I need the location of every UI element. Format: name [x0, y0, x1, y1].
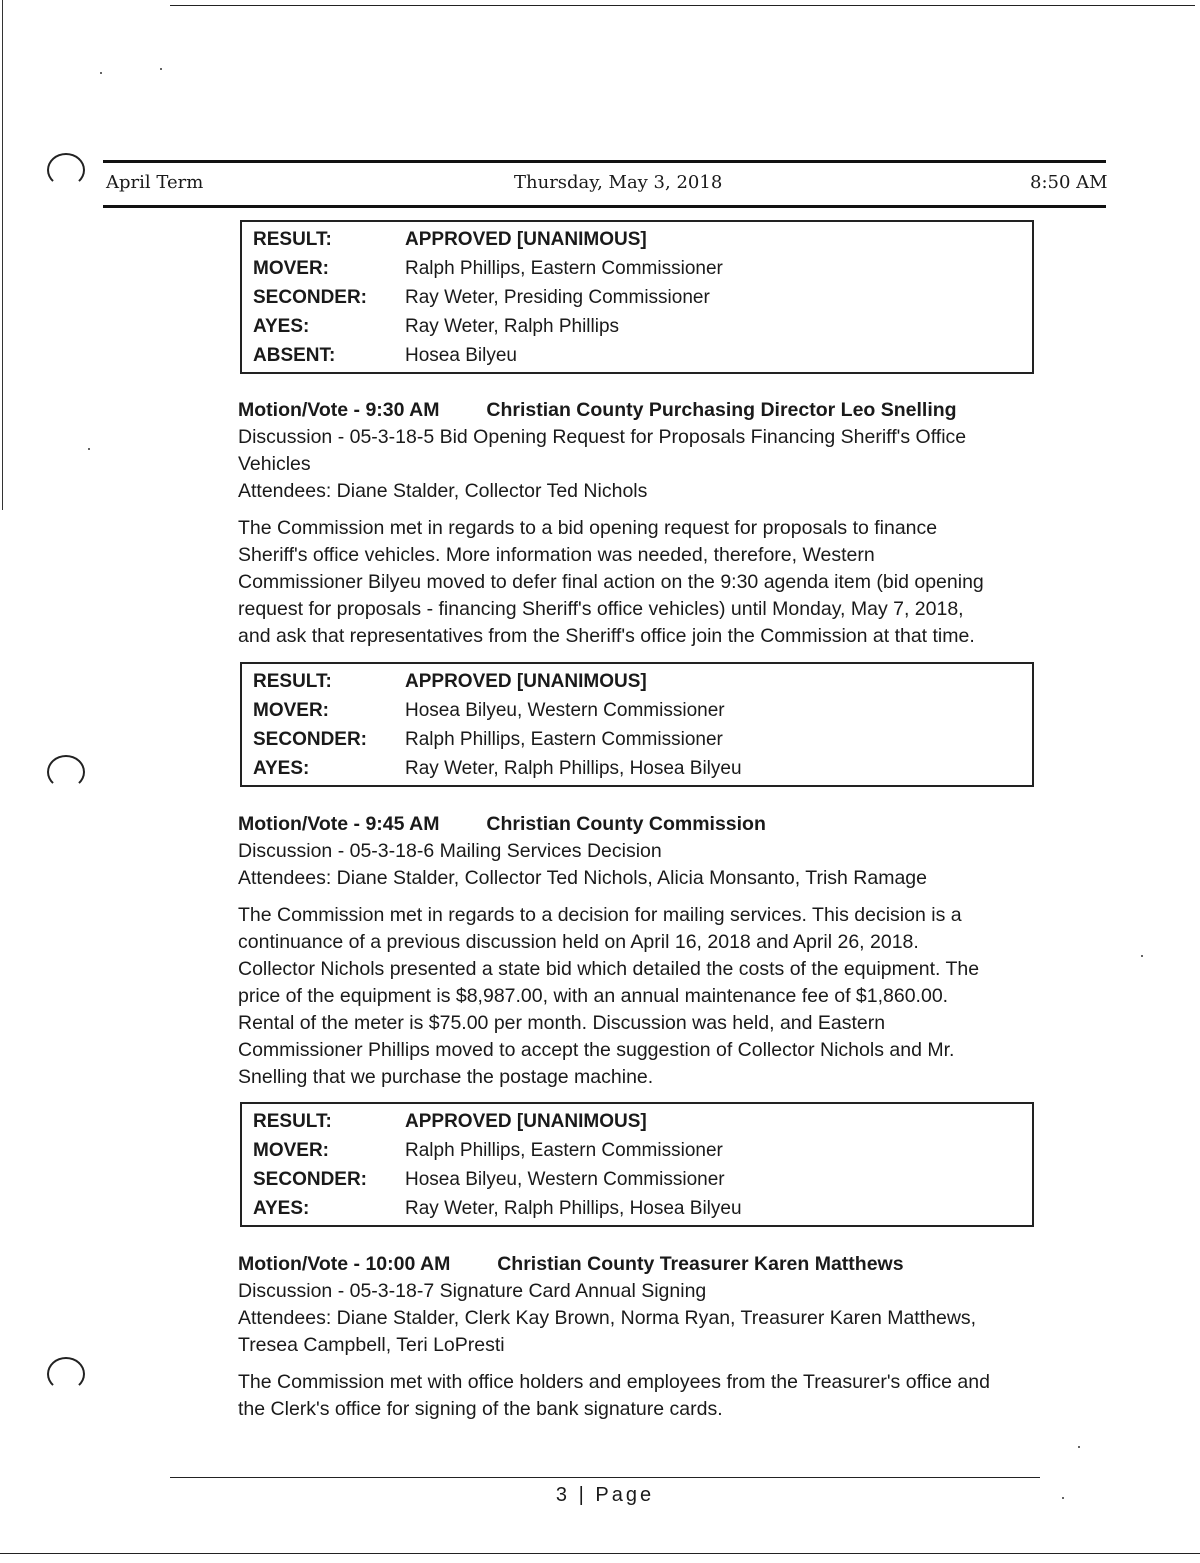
scan-speck	[100, 72, 102, 74]
vote-value: Ralph Phillips, Eastern Commissioner	[405, 257, 723, 279]
attendees-line: Attendees: Diane Stalder, Collector Ted Nichols, Alicia Monsanto, Trish Ramage	[238, 867, 927, 889]
vote-key: SECONDER:	[253, 286, 368, 308]
paragraph-line: The Commission met in regards to a bid opening request for proposals to finance	[238, 517, 938, 539]
scan-speck	[160, 68, 162, 70]
vote-value: Ray Weter, Ralph Phillips, Hosea Bilyeu	[405, 1197, 742, 1219]
paragraph-line: Commissioner Phillips moved to accept the suggestion of Collector Nichols and Mr.	[238, 1039, 955, 1061]
paragraph-line: The Commission met with office holders and employees from the Treasurer's office and	[238, 1371, 990, 1393]
vote-value: Hosea Bilyeu	[405, 344, 517, 366]
scan-speck	[88, 448, 90, 450]
vote-key: RESULT:	[253, 1110, 332, 1132]
vote-row-seconder	[242, 725, 1032, 754]
paragraph-line: and ask that representatives from the Sheriff's office join the Commission at that time.	[238, 625, 975, 647]
discussion-line: Discussion - 05-3-18-5 Bid Opening Request for Proposals Financing Sheriff's Office	[238, 426, 967, 448]
vote-value: Ralph Phillips, Eastern Commissioner	[405, 728, 723, 750]
motion-title: Christian County Commission	[486, 813, 766, 835]
motion-heading	[238, 811, 1038, 838]
motion-label: Motion/Vote -	[238, 1253, 361, 1275]
punch-hole	[47, 755, 85, 789]
vote-result-box	[240, 662, 1034, 787]
header-time: 8:50 AM	[1030, 172, 1108, 193]
scan-edge-left	[2, 0, 3, 510]
vote-value: Ray Weter, Ralph Phillips	[405, 315, 620, 337]
motion-section	[238, 1251, 1038, 1423]
motion-section	[238, 397, 1038, 650]
paragraph-line: The Commission met in regards to a decision for mailing services. This decision is a	[238, 904, 962, 926]
attendees-line: Attendees: Diane Stalder, Clerk Kay Brown, Norma Ryan, Treasurer Karen Matthews,	[238, 1307, 977, 1329]
paragraph-line: continuance of a previous discussion held on April 16, 2018 and April 26, 2018.	[238, 931, 919, 953]
discussion-line: Discussion - 05-3-18-7 Signature Card Annual Signing	[238, 1280, 707, 1302]
motion-title: Christian County Treasurer Karen Matthews	[497, 1253, 904, 1275]
vote-key: AYES:	[253, 757, 310, 779]
paragraph-line: request for proposals - financing Sheriff's office vehicles) until Monday, May 7, 2018,	[238, 598, 964, 620]
vote-row-result	[242, 1107, 1032, 1136]
vote-key: MOVER:	[253, 699, 329, 721]
vote-value: Ralph Phillips, Eastern Commissioner	[405, 1139, 723, 1161]
vote-key: MOVER:	[253, 1139, 329, 1161]
vote-row-mover	[242, 696, 1032, 725]
paragraph-line: Rental of the meter is $75.00 per month. Discussion was held, and Eastern	[238, 1012, 886, 1034]
paragraph-line: the Clerk's office for signing of the bank signature cards.	[238, 1398, 723, 1420]
vote-row-seconder	[242, 283, 1032, 312]
vote-key: AYES:	[253, 315, 310, 337]
attendees-line: Tresea Campbell, Teri LoPresti	[238, 1334, 505, 1356]
vote-value: Ray Weter, Ralph Phillips, Hosea Bilyeu	[405, 757, 742, 779]
paragraph-line: price of the equipment is $8,987.00, with an annual maintenance fee of $1,860.00.	[238, 985, 949, 1007]
footer-rule	[170, 1477, 1040, 1478]
vote-row-seconder	[242, 1165, 1032, 1194]
motion-heading	[238, 1251, 1038, 1278]
paragraph-line: Snelling that we purchase the postage machine.	[238, 1066, 654, 1088]
header-term: April Term	[106, 172, 204, 193]
scan-edge-top	[170, 5, 1195, 6]
header-rule-bottom	[103, 205, 1106, 208]
motion-title: Christian County Purchasing Director Leo Snelling	[486, 399, 957, 421]
paragraph-line: Commissioner Bilyeu moved to defer final action on the 9:30 agenda item (bid opening	[238, 571, 984, 593]
discussion-line: Vehicles	[238, 453, 311, 475]
header-rule-top	[103, 160, 1106, 163]
motion-section	[238, 811, 1038, 1091]
scan-speck	[1078, 1446, 1080, 1448]
vote-value: Hosea Bilyeu, Western Commissioner	[405, 1168, 725, 1190]
vote-value: APPROVED [UNANIMOUS]	[405, 228, 647, 250]
vote-value: Hosea Bilyeu, Western Commissioner	[405, 699, 725, 721]
paragraph-line: Collector Nichols presented a state bid which detailed the costs of the equipment. The	[238, 958, 980, 980]
vote-key: MOVER:	[253, 257, 329, 279]
vote-row-mover	[242, 1136, 1032, 1165]
motion-heading	[238, 397, 1038, 424]
minutes-paragraph	[238, 515, 1038, 650]
motion-time: 10:00 AM	[365, 1253, 451, 1275]
header-date: Thursday, May 3, 2018	[514, 172, 723, 193]
vote-row-ayes	[242, 754, 1032, 783]
motion-label: Motion/Vote -	[238, 399, 361, 421]
vote-value: Ray Weter, Presiding Commissioner	[405, 286, 710, 308]
vote-key: AYES:	[253, 1197, 310, 1219]
vote-result-box	[240, 1102, 1034, 1227]
vote-key: ABSENT:	[253, 344, 336, 366]
punch-hole	[47, 153, 85, 187]
vote-row-ayes	[242, 1194, 1032, 1223]
motion-time: 9:45 AM	[365, 813, 440, 835]
vote-result-box	[240, 220, 1034, 374]
punch-hole	[47, 1357, 85, 1391]
vote-value: APPROVED [UNANIMOUS]	[405, 1110, 647, 1132]
vote-row-ayes	[242, 312, 1032, 341]
vote-key: SECONDER:	[253, 1168, 368, 1190]
attendees-line: Attendees: Diane Stalder, Collector Ted Nichols	[238, 480, 648, 502]
vote-row-result	[242, 225, 1032, 254]
vote-row-absent	[242, 341, 1032, 370]
minutes-paragraph	[238, 1369, 1038, 1423]
minutes-paragraph	[238, 902, 1038, 1091]
vote-key: RESULT:	[253, 228, 332, 250]
vote-key: RESULT:	[253, 670, 332, 692]
scan-edge-bottom	[0, 1553, 1200, 1554]
vote-value: APPROVED [UNANIMOUS]	[405, 670, 647, 692]
motion-label: Motion/Vote -	[238, 813, 361, 835]
page-number: 3 | Page	[555, 1484, 655, 1506]
vote-row-mover	[242, 254, 1032, 283]
paragraph-line: Sheriff's office vehicles. More information was needed, therefore, Western	[238, 544, 875, 566]
scan-speck	[1141, 955, 1143, 957]
discussion-line: Discussion - 05-3-18-6 Mailing Services Decision	[238, 840, 662, 862]
vote-row-result	[242, 667, 1032, 696]
vote-key: SECONDER:	[253, 728, 368, 750]
motion-time: 9:30 AM	[365, 399, 440, 421]
